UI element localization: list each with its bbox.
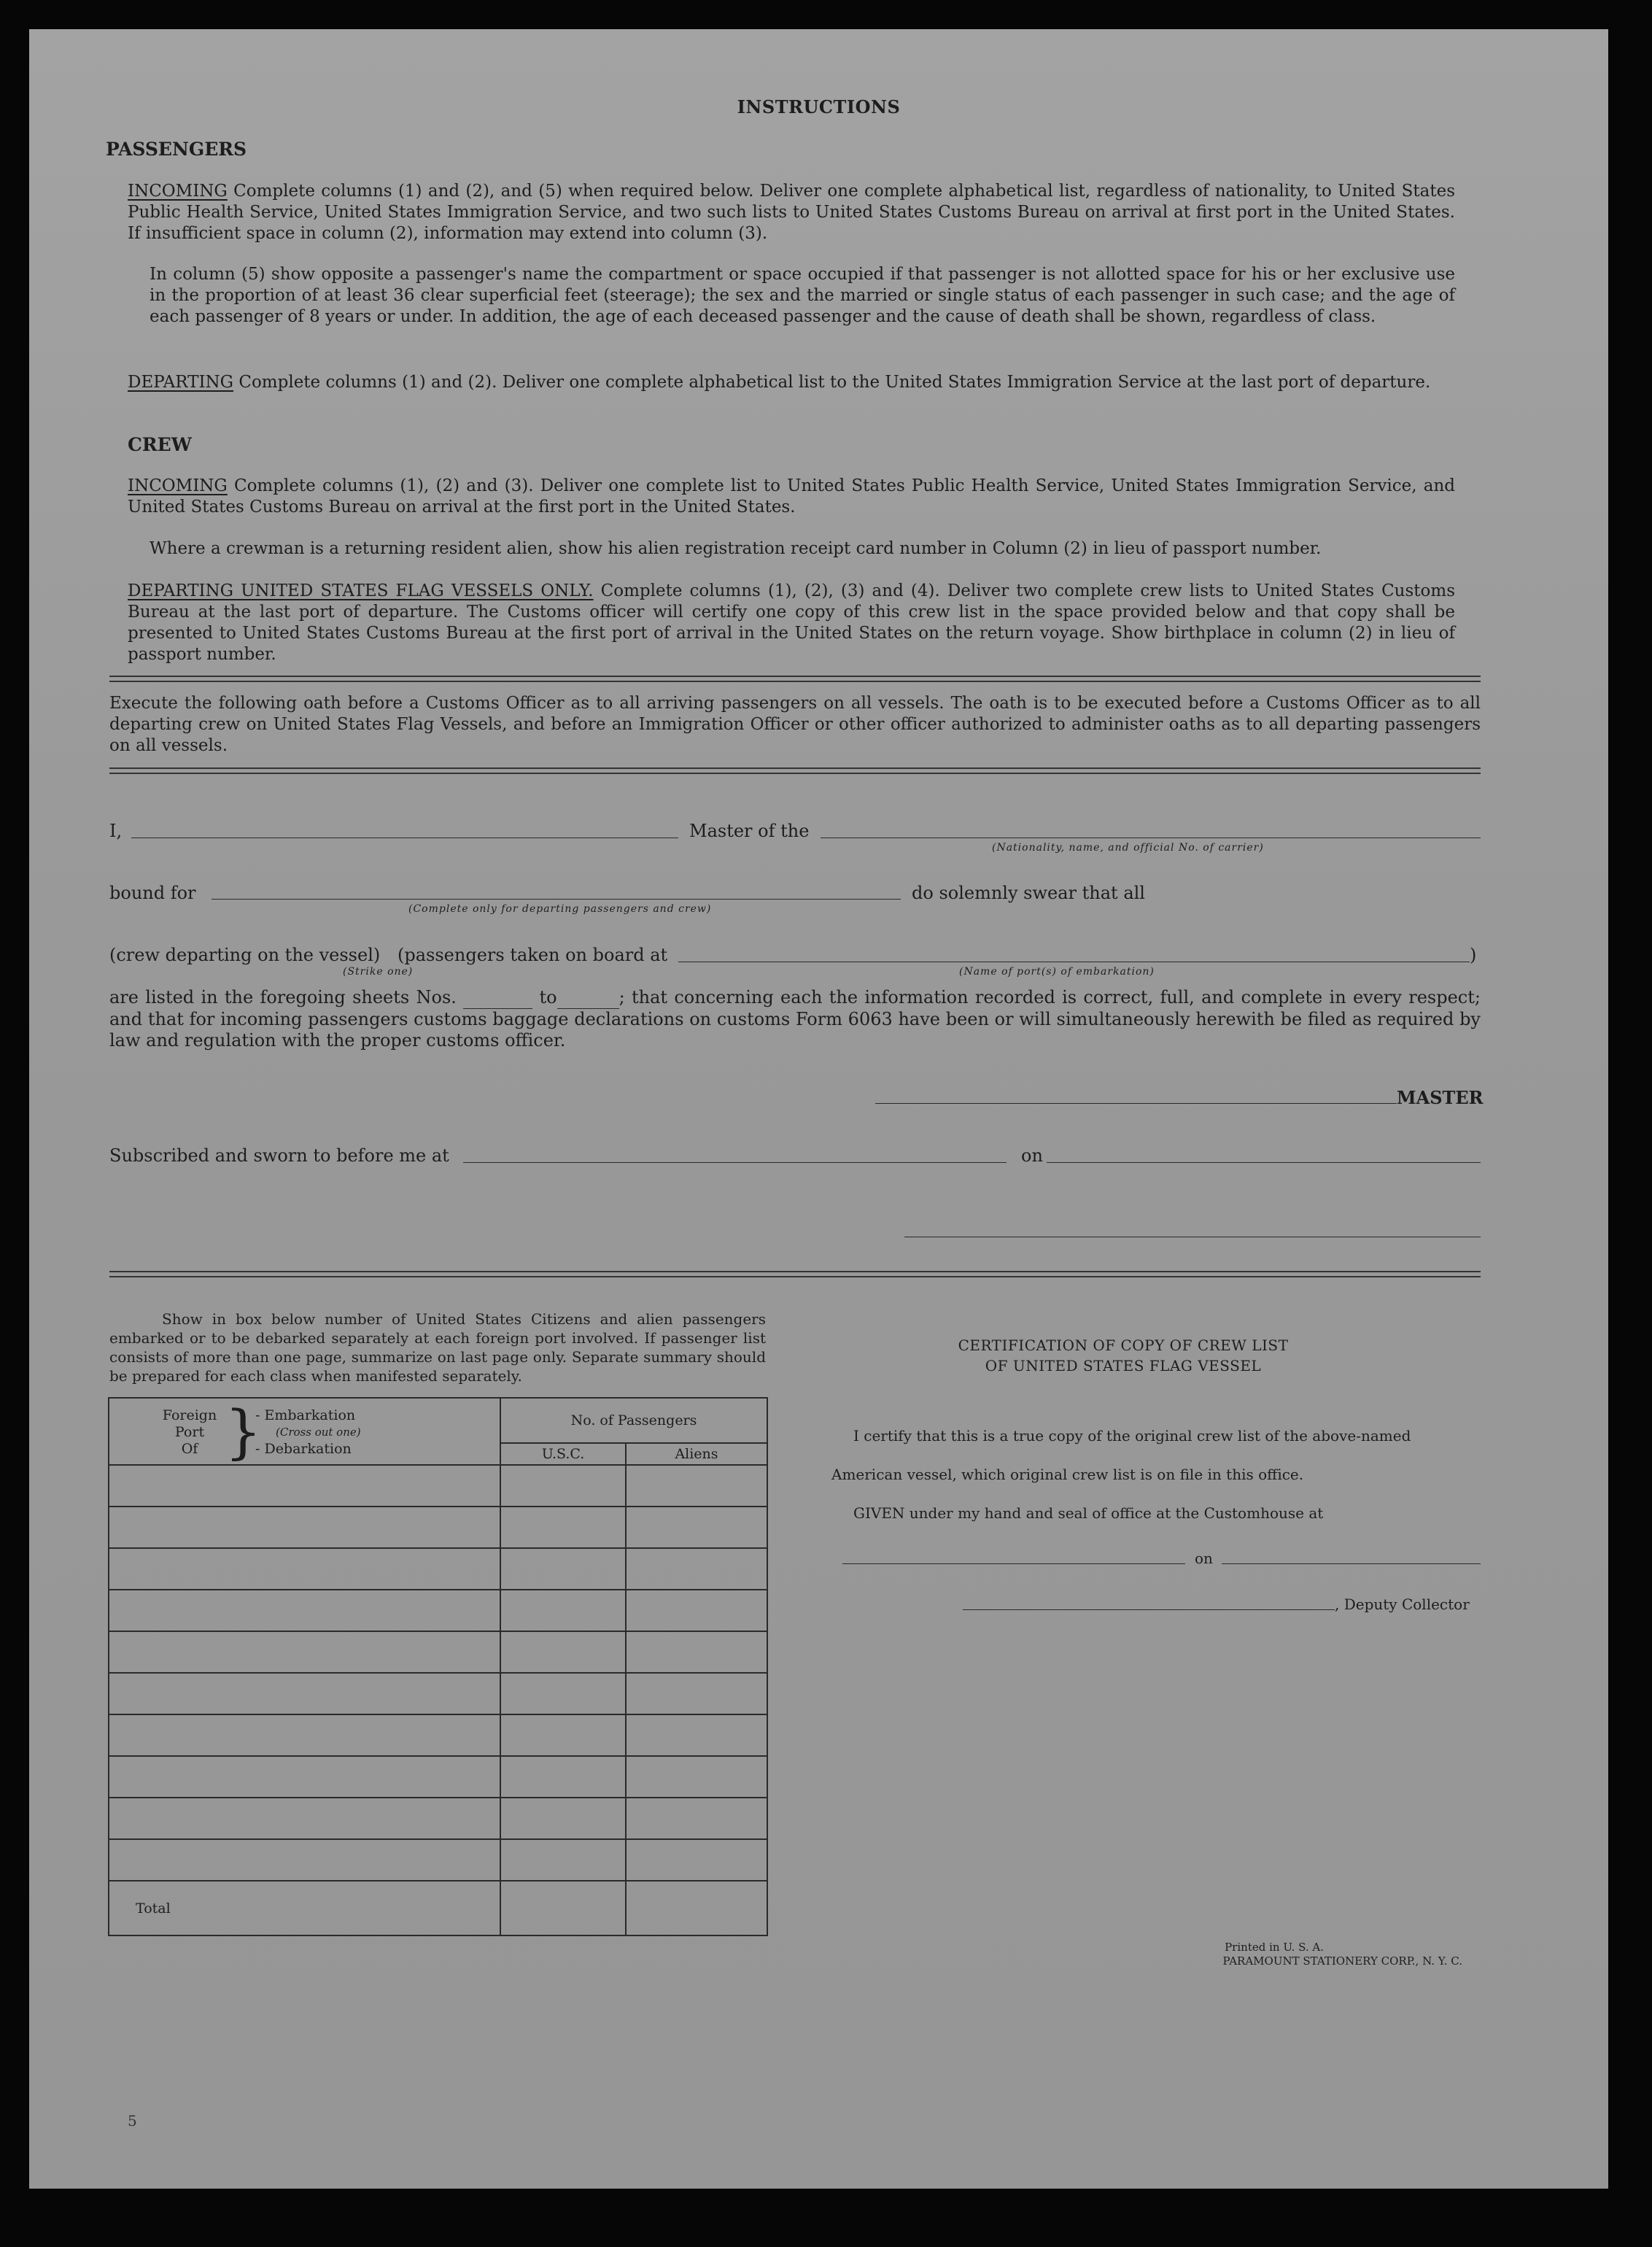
double-rule-2 xyxy=(109,767,1481,774)
usc-cell[interactable] xyxy=(500,1590,626,1631)
carrier-note: (Nationality, name, and official No. of carrier) xyxy=(992,842,1264,854)
listed-paragraph xyxy=(109,987,1481,1051)
certification-title xyxy=(868,1335,1378,1376)
header-foreign: Foreign xyxy=(162,1407,217,1423)
passenger-summary-table xyxy=(108,1397,768,1936)
bound-for-note: (Complete only for departing passengers and crew) xyxy=(408,903,712,915)
customhouse-field[interactable] xyxy=(842,1563,1185,1564)
usc-cell[interactable] xyxy=(500,1548,626,1590)
aliens-total-cell[interactable] xyxy=(626,1881,767,1935)
usc-cell[interactable] xyxy=(500,1631,626,1673)
no-of-passengers-header: No. of Passengers xyxy=(500,1398,767,1443)
sheet-from-field[interactable] xyxy=(463,987,532,1009)
margin-mark: 5 xyxy=(128,2112,137,2130)
crew-incoming-paragraph xyxy=(128,476,1455,518)
aliens-header: Aliens xyxy=(626,1443,767,1465)
header-port: Port xyxy=(174,1424,205,1440)
port-cell[interactable] xyxy=(109,1548,500,1590)
port-cell[interactable] xyxy=(109,1714,500,1756)
strike-one-note: (Strike one) xyxy=(343,966,414,978)
crew-heading: CREW xyxy=(128,434,192,455)
passengers-departing-text: Complete columns (1) and (2). Deliver one complete alphabetical list to the United States Immigration Service at the last port of departure. xyxy=(239,373,1431,392)
aliens-cell[interactable] xyxy=(626,1548,767,1590)
double-rule-3 xyxy=(109,1271,1481,1277)
port-cell[interactable] xyxy=(109,1798,500,1839)
page-title: INSTRUCTIONS xyxy=(737,96,901,117)
double-rule-1 xyxy=(109,676,1481,682)
certification-line3: GIVEN under my hand and seal of office at the Customhouse at xyxy=(853,1504,1324,1522)
subscribed-label: Subscribed and sworn to before me at xyxy=(109,1145,449,1166)
crew-incoming-label: INCOMING xyxy=(128,476,228,495)
usc-cell[interactable] xyxy=(500,1839,626,1881)
aliens-cell[interactable] xyxy=(626,1631,767,1673)
port-cell[interactable] xyxy=(109,1590,500,1631)
form-page xyxy=(29,29,1608,2189)
certification-date-field[interactable] xyxy=(1222,1563,1481,1564)
passengers-taken-option: (passengers taken on board at xyxy=(398,945,668,965)
usc-total-cell[interactable] xyxy=(500,1881,626,1935)
aliens-cell[interactable] xyxy=(626,1756,767,1798)
oath-i-label: I, xyxy=(109,821,123,841)
crew-departing-label: DEPARTING UNITED STATES FLAG VESSELS ONLY. xyxy=(128,581,594,600)
port-cell[interactable] xyxy=(109,1673,500,1714)
header-of: Of xyxy=(181,1441,198,1457)
bound-for-field[interactable] xyxy=(212,899,901,900)
passengers-heading: PASSENGERS xyxy=(106,139,247,160)
usc-cell[interactable] xyxy=(500,1714,626,1756)
port-cell[interactable] xyxy=(109,1465,500,1507)
certification-on-label: on xyxy=(1195,1550,1213,1567)
sworn-place-field[interactable] xyxy=(463,1162,1007,1163)
total-row-label: Total xyxy=(109,1881,500,1935)
passengers-departing-label: DEPARTING xyxy=(128,373,234,392)
deputy-collector-signature-field[interactable] xyxy=(963,1609,1335,1610)
crew-resident-paragraph: Where a crewman is a returning resident alien, show his alien registration receipt card number in Column (2) in lieu of passport number. xyxy=(150,539,1322,558)
master-label: MASTER xyxy=(1397,1087,1484,1108)
crew-incoming-text: Complete columns (1), (2) and (3). Deliver one complete list to United States Public Health Service, United States Immigration Service, and United States Customs Bureau on arrival at the first port in the United States. xyxy=(128,476,1455,517)
master-of-the-label: Master of the xyxy=(689,821,810,841)
listed-to-text: to xyxy=(539,987,557,1008)
aliens-cell[interactable] xyxy=(626,1798,767,1839)
sworn-on-label: on xyxy=(1021,1145,1043,1166)
listed-a-text: are listed in the foregoing sheets Nos. xyxy=(109,987,457,1008)
deputy-collector-label: , Deputy Collector xyxy=(1335,1596,1470,1613)
certification-line2: American vessel, which original crew list is on file in this office. xyxy=(831,1466,1304,1483)
listed-b-text: ; that concerning each the information recorded is correct, full, and complete in every respect; and that for incoming passengers customs baggage declarations on customs Form 6063 have been or will simultaneously herewith be filed as required by law and regulation with the proper customs officer. xyxy=(109,987,1481,1051)
sworn-date-field[interactable] xyxy=(1047,1162,1481,1163)
usc-cell[interactable] xyxy=(500,1465,626,1507)
oath-intro-paragraph: Execute the following oath before a Customs Officer as to all arriving passengers on all vessels. The oath is to be executed before a Customs Officer as to all departing crew on United States Flag Vessels, and before an Immigration Officer or other officer authorized to administer oaths as to all departing passengers on all vessels. xyxy=(109,694,1481,755)
usc-cell[interactable] xyxy=(500,1507,626,1548)
header-debarkation[interactable]: - Debarkation xyxy=(255,1441,352,1457)
usc-cell[interactable] xyxy=(500,1756,626,1798)
printed-in-usa: Printed in U. S. A. xyxy=(1225,1941,1324,1954)
printer-footer xyxy=(1123,1941,1462,1968)
crew-departing-paragraph xyxy=(128,581,1455,665)
master-signature-field[interactable] xyxy=(875,1103,1397,1104)
aliens-cell[interactable] xyxy=(626,1673,767,1714)
passengers-departing-paragraph xyxy=(128,372,1455,393)
aliens-cell[interactable] xyxy=(626,1714,767,1756)
aliens-cell[interactable] xyxy=(626,1590,767,1631)
usc-cell[interactable] xyxy=(500,1798,626,1839)
summary-instructions: Show in box below number of United States Citizens and alien passengers embarked or to be debarked separately at each foreign port involved. If passenger list consists of more than one page, summarize on last page only. Separate summary should be prepared for each class when manifested separately. xyxy=(109,1310,766,1385)
aliens-cell[interactable] xyxy=(626,1839,767,1881)
crew-departing-option: (crew departing on the vessel) xyxy=(109,945,381,965)
header-embarkation[interactable]: - Embarkation xyxy=(255,1407,356,1423)
certification-title-line1: CERTIFICATION OF COPY OF CREW LIST xyxy=(958,1337,1289,1354)
swear-label: do solemnly swear that all xyxy=(912,883,1145,903)
brace-icon: } xyxy=(225,1398,262,1466)
passengers-incoming-text: Complete columns (1) and (2), and (5) when required below. Deliver one complete alphabetical list, regardless of nationality, to United States Public Health Service, United States Immigration Service, and two such lists to United States Customs Bureau on arrival at first port in the United States. If insufficient space in column (2), information may extend into column (3). xyxy=(128,182,1456,243)
foreign-port-header xyxy=(109,1398,500,1465)
passengers-column5-paragraph: In column (5) show opposite a passenger's name the compartment or space occupied if that passenger is not allotted space for his or her exclusive use in the proportion of at least 36 clear superficial feet (steerage); the sex and the married or single status of each passenger in such case; and the age of each passenger of 8 years or under. In addition, the age of each deceased passenger and the cause of death shall be shown, regardless of class. xyxy=(150,265,1455,326)
aliens-cell[interactable] xyxy=(626,1507,767,1548)
header-cross-out: (Cross out one) xyxy=(276,1426,361,1439)
ports-note: (Name of port(s) of embarkation) xyxy=(959,966,1155,978)
sheet-to-field[interactable] xyxy=(557,987,619,1009)
port-cell[interactable] xyxy=(109,1631,500,1673)
passengers-incoming-label: INCOMING xyxy=(128,182,228,201)
close-paren: ) xyxy=(1470,945,1477,965)
usc-header: U.S.C. xyxy=(500,1443,626,1465)
usc-cell[interactable] xyxy=(500,1673,626,1714)
port-cell[interactable] xyxy=(109,1507,500,1548)
aliens-cell[interactable] xyxy=(626,1465,767,1507)
crew-departing-text: Complete columns (1), (2), (3) and (4). Deliver two complete crew lists to United States Customs Bureau at the last port of departure. The Customs officer will certify one copy of this crew list in the space provided below and that copy shall be presented to United States Customs Bureau at the first port of arrival in the United States on the return voyage. Show birthplace in column (2) in lieu of passport number. xyxy=(128,581,1455,664)
port-cell[interactable] xyxy=(109,1839,500,1881)
certification-line1: I certify that this is a true copy of the original crew list of the above-named xyxy=(853,1427,1411,1444)
port-cell[interactable] xyxy=(109,1756,500,1798)
bound-for-label: bound for xyxy=(109,883,196,903)
passengers-incoming-paragraph xyxy=(128,181,1455,244)
certification-title-line2: OF UNITED STATES FLAG VESSEL xyxy=(985,1357,1262,1374)
printer-name: PARAMOUNT STATIONERY CORP., N. Y. C. xyxy=(1222,1954,1462,1968)
